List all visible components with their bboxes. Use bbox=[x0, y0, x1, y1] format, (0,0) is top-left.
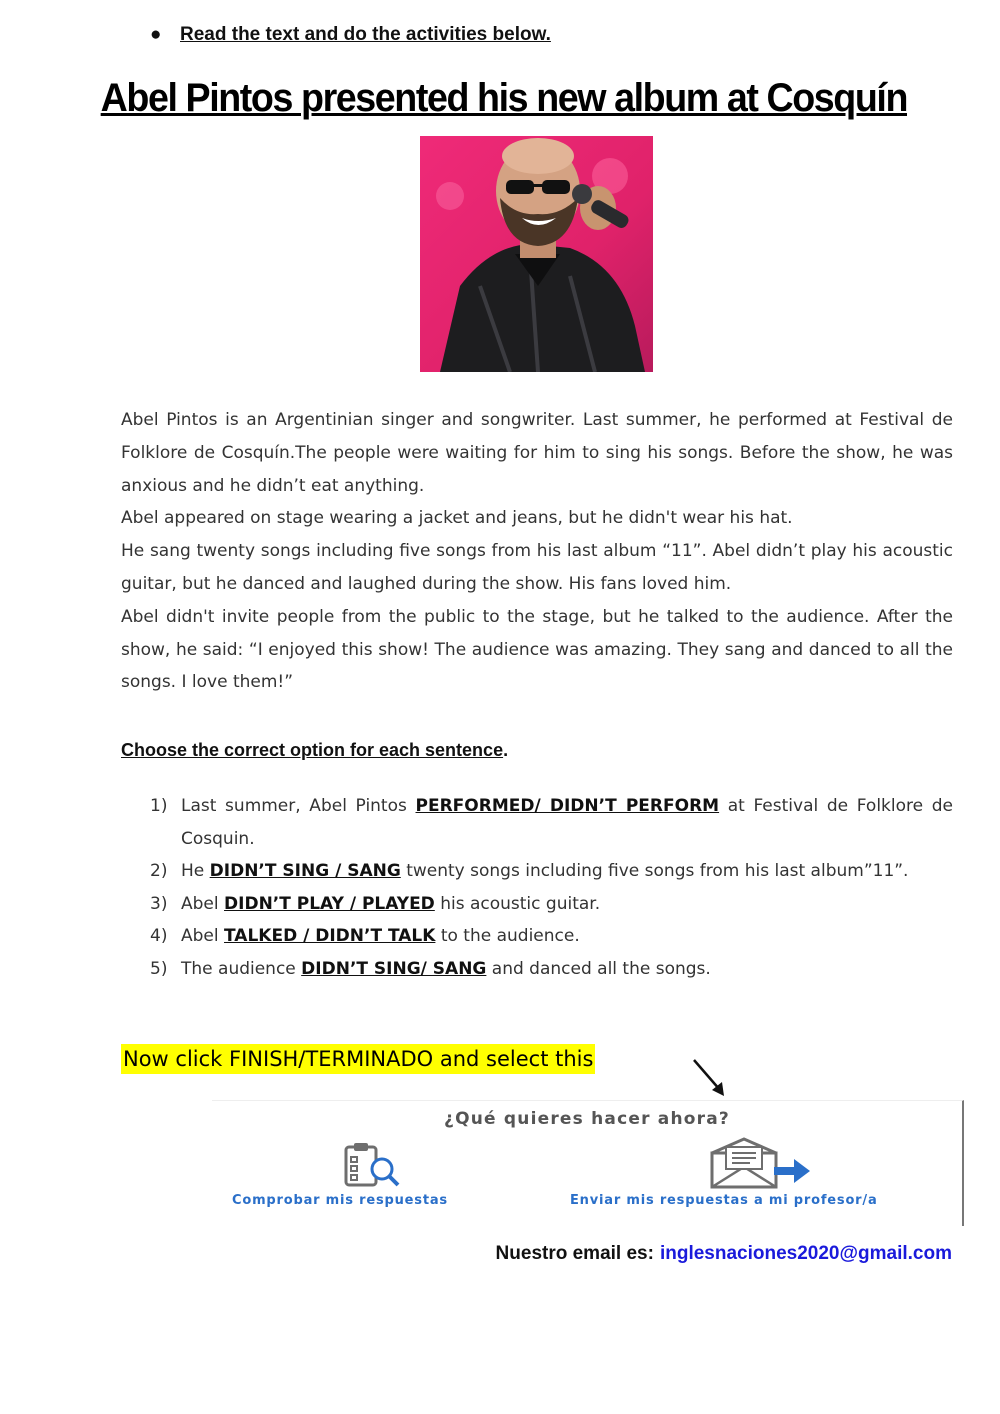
question-number: 1) bbox=[150, 796, 168, 816]
article-paragraph: Abel Pintos is an Argentinian singer and songwriter. Last summer, he performed at Festival de Folklore de Cosquín.The people were waiting for him to sing his songs. Before the show, he was anxious and he didn’t eat anything. bbox=[121, 410, 953, 496]
article-body bbox=[121, 404, 953, 699]
question-text-before: Abel bbox=[181, 893, 225, 914]
question-text-after: twenty songs including five songs from his last album”11”. bbox=[400, 861, 909, 882]
answer-options[interactable]: DIDN’T SING/ SANG bbox=[301, 958, 487, 979]
instruction-text: Read the text and do the activities below. bbox=[180, 24, 551, 45]
task-heading-text: Choose the correct option for each sentence bbox=[121, 740, 504, 760]
question-number: 3) bbox=[150, 893, 168, 914]
dialog-question: ¿Qué quieres hacer ahora? bbox=[444, 1109, 730, 1129]
pointer-arrow-icon bbox=[690, 1056, 730, 1100]
answer-options[interactable]: DIDN’T PLAY / PLAYED bbox=[224, 893, 435, 914]
instruction-line bbox=[150, 24, 551, 46]
question-number: 2) bbox=[150, 861, 168, 882]
singer-photo bbox=[420, 136, 653, 372]
finish-text-before: Now click bbox=[123, 1047, 230, 1071]
question-text-before: The audience bbox=[181, 958, 302, 979]
email-address-link[interactable]: inglesnaciones2020@gmail.com bbox=[659, 1243, 952, 1264]
send-to-teacher-option[interactable]: Enviar mis respuestas a mi profesor/a bbox=[570, 1193, 878, 1208]
question-text-after: at Festival de Folklore de Cosquin. bbox=[181, 796, 953, 849]
finish-dialog-preview bbox=[212, 1100, 964, 1226]
bullet-marker: ● bbox=[150, 24, 162, 45]
question-text-before: He bbox=[181, 861, 210, 882]
question-item bbox=[150, 920, 953, 953]
email-label: Nuestro email es: bbox=[495, 1243, 654, 1264]
contact-email-line bbox=[496, 1243, 952, 1265]
finish-instruction bbox=[121, 1044, 595, 1074]
question-item bbox=[150, 953, 953, 986]
question-item bbox=[150, 855, 953, 888]
page-title: Abel Pintos presented his new album at Cosquín bbox=[100, 76, 907, 120]
check-answers-option[interactable]: Comprobar mis respuestas bbox=[232, 1193, 448, 1208]
singer-photo-illustration bbox=[420, 136, 653, 372]
article-paragraph: Abel didn't invite people from the public to the stage, but he talked to the audience. After the show, he said: “I enjoyed this show! The audience was amazing. They sang and danced to all the songs. I love them!” bbox=[121, 606, 953, 693]
question-text-after: and danced all the songs. bbox=[486, 958, 711, 979]
checklist-search-icon[interactable] bbox=[338, 1141, 404, 1189]
finish-text-after: and select this bbox=[433, 1047, 594, 1071]
task-heading bbox=[121, 740, 508, 761]
article-paragraph: Abel appeared on stage wearing a jacket and jeans, but he didn't wear his hat. bbox=[121, 508, 793, 529]
question-list bbox=[150, 790, 953, 986]
answer-options[interactable]: DIDN’T SING / SANG bbox=[209, 861, 401, 882]
send-email-icon[interactable] bbox=[708, 1137, 814, 1189]
article-paragraph: He sang twenty songs including five songs from his last album “11”. Abel didn’t play his acoustic guitar, but he danced and laughed during the show. His fans loved him. bbox=[121, 541, 953, 594]
task-heading-period: . bbox=[503, 740, 509, 760]
answer-options[interactable]: TALKED / DIDN’T TALK bbox=[224, 926, 436, 947]
question-number: 4) bbox=[150, 926, 168, 947]
question-text-after: his acoustic guitar. bbox=[434, 893, 601, 914]
question-text-before: Last summer, Abel Pintos bbox=[181, 796, 416, 816]
question-text-after: to the audience. bbox=[435, 926, 580, 947]
answer-options[interactable]: PERFORMED/ DIDN’T PERFORM bbox=[415, 796, 720, 816]
question-number: 5) bbox=[150, 958, 168, 979]
question-text-before: Abel bbox=[181, 926, 225, 947]
finish-keyword: FINISH/TERMINADO bbox=[229, 1047, 434, 1071]
question-item bbox=[150, 790, 953, 855]
question-item bbox=[150, 888, 953, 921]
